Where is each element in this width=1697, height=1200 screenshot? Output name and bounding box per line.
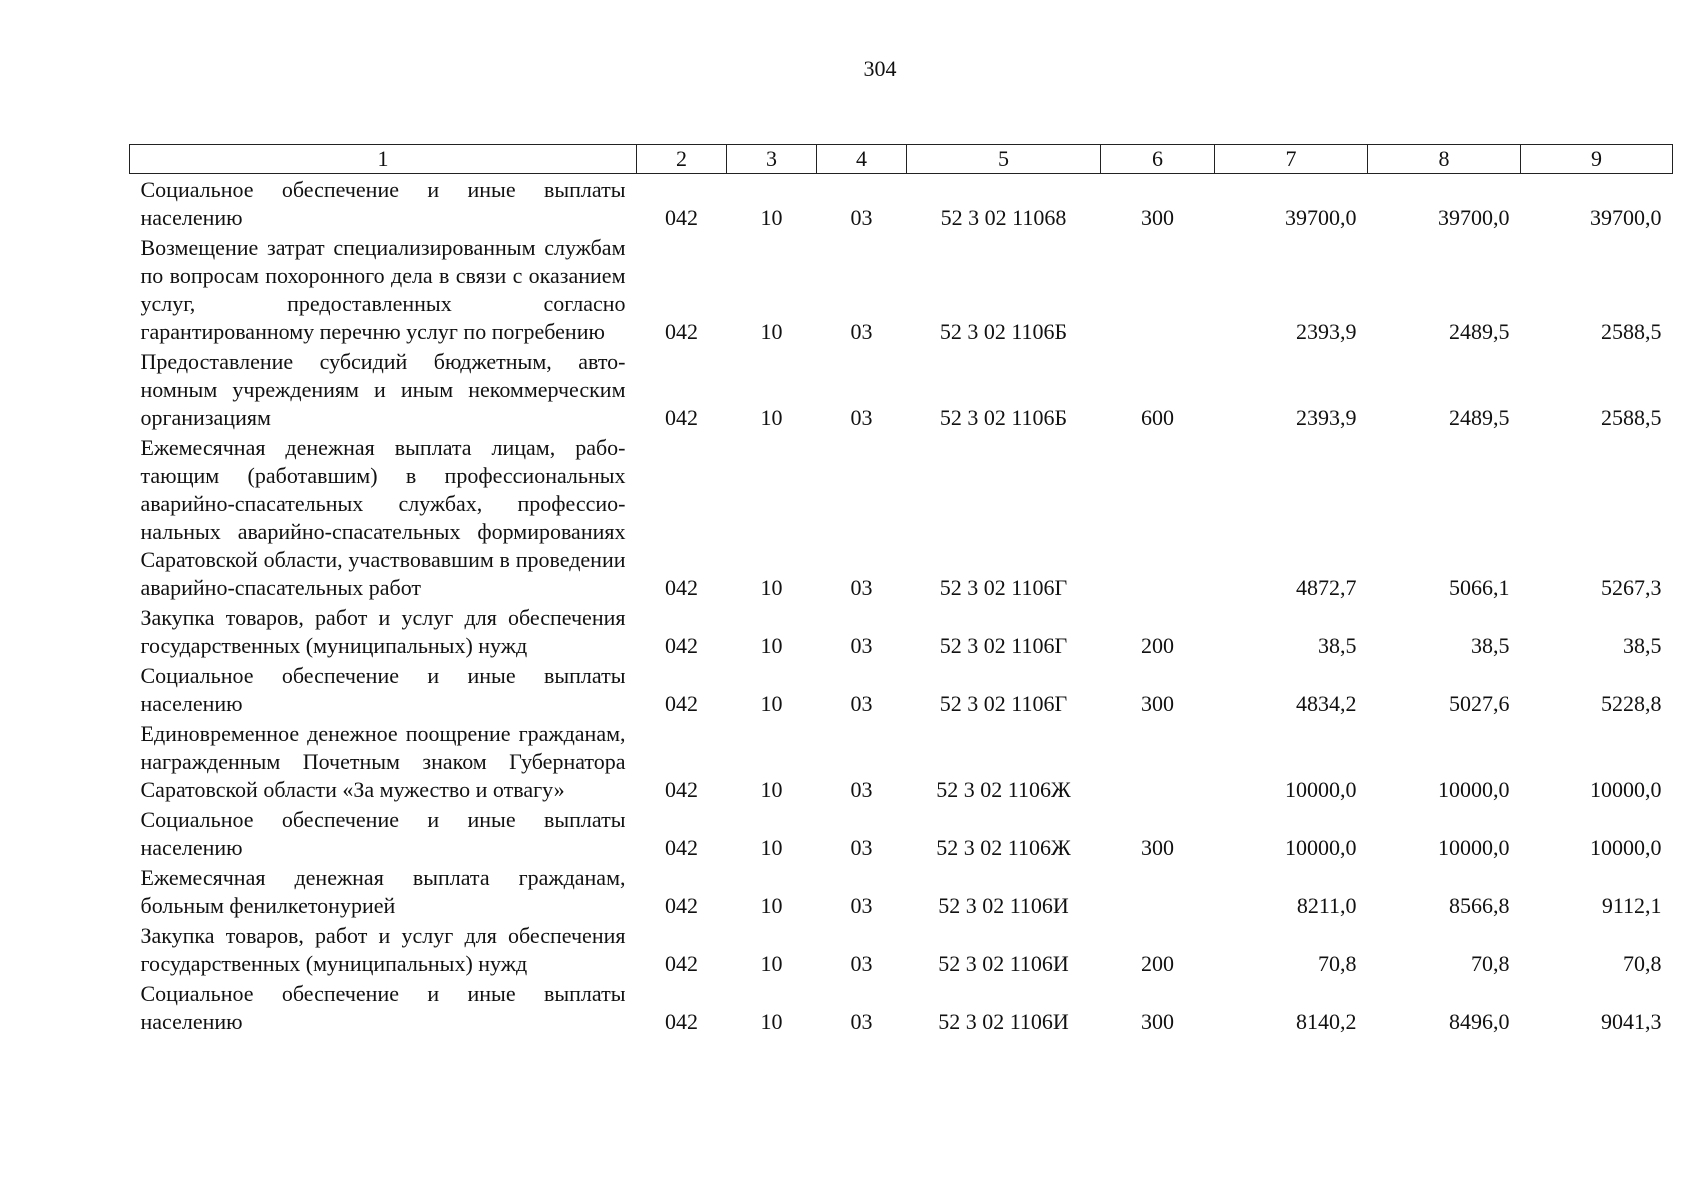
table-row: [130, 660, 1673, 718]
subsection-code-cell: 03: [850, 405, 873, 430]
ministry-code-cell: 042: [665, 691, 698, 716]
amount-cell-year-1: 8140,2: [1296, 1009, 1357, 1034]
row-description: Социальное обеспечение и иные выплаты населению: [140, 177, 626, 230]
table-row: [130, 862, 1673, 920]
row-description: Ежемесячная денежная выплата гражданам, больным фенилкетонурией: [140, 865, 626, 918]
column-header: 2: [637, 145, 727, 174]
column-header: 4: [817, 145, 907, 174]
amount-cell-year-3: 38,5: [1623, 633, 1662, 658]
subsection-code-cell: 03: [850, 835, 873, 860]
page-number: 304: [863, 56, 897, 81]
expense-type-cell: [1101, 232, 1215, 346]
target-article-cell: 52 3 02 1106И: [938, 893, 1069, 918]
expense-type-cell: 200: [1141, 951, 1174, 976]
subsection-code-cell: 03: [850, 205, 873, 230]
amount-cell-year-2: 10000,0: [1438, 835, 1510, 860]
ministry-code-cell: 042: [665, 835, 698, 860]
ministry-code-cell: 042: [665, 575, 698, 600]
target-article-cell: 52 3 02 1106Г: [939, 691, 1068, 716]
row-description: Социальное обеспечение и иные выплаты населению: [140, 663, 626, 716]
row-description: Социальное обеспечение и иные выплаты населению: [140, 981, 626, 1034]
subsection-code-cell: 03: [850, 1009, 873, 1034]
amount-cell-year-2: 10000,0: [1438, 777, 1510, 802]
amount-cell-year-3: 10000,0: [1590, 777, 1662, 802]
row-description: Закупка товаров, работ и услуг для обеспечения государственных (муниципальных) нужд: [140, 605, 626, 658]
table-row: [130, 346, 1673, 432]
amount-cell-year-3: 10000,0: [1590, 835, 1662, 860]
ministry-code-cell: 042: [665, 205, 698, 230]
expense-type-cell: [1101, 718, 1215, 804]
ministry-code-cell: 042: [665, 633, 698, 658]
amount-cell-year-2: 38,5: [1471, 633, 1510, 658]
amount-cell-year-1: 10000,0: [1285, 835, 1357, 860]
expense-type-cell: 300: [1141, 691, 1174, 716]
header-row: [130, 145, 1673, 174]
amount-cell-year-3: 70,8: [1623, 951, 1662, 976]
subsection-code-cell: 03: [850, 633, 873, 658]
amount-cell-year-1: 8211,0: [1296, 893, 1357, 918]
ministry-code-cell: 042: [665, 1009, 698, 1034]
amount-cell-year-3: 2588,5: [1601, 319, 1662, 344]
amount-cell-year-3: 9112,1: [1601, 893, 1662, 918]
section-code-cell: 10: [760, 205, 783, 230]
amount-cell-year-3: 2588,5: [1601, 405, 1662, 430]
table-row: [130, 602, 1673, 660]
target-article-cell: 52 3 02 1106Ж: [936, 777, 1071, 802]
row-description: Предоставление субсидий бюджетным, автономным учреждениям и иным некоммерческим организациям: [140, 349, 626, 430]
target-article-cell: 52 3 02 1106И: [938, 1009, 1069, 1034]
amount-cell-year-2: 8566,8: [1449, 893, 1510, 918]
column-header: 6: [1101, 145, 1215, 174]
expense-type-cell: [1101, 432, 1215, 602]
row-description: Единовременное денежное поощрение гражданам, награжденным Почетным знаком Губернатора Саратовской области «За мужество и отвагу»: [140, 721, 626, 802]
amount-cell-year-1: 4872,7: [1296, 575, 1357, 600]
row-description: Социальное обеспечение и иные выплаты населению: [140, 807, 626, 860]
column-header: 1: [130, 145, 637, 174]
row-description: Возмещение затрат специализированным службам по вопросам похоронного дела в связи с оказанием услуг, предоставленных согласно гарантированному перечню услуг по погребению: [140, 235, 626, 344]
expense-type-cell: 200: [1141, 633, 1174, 658]
table-body: [130, 174, 1673, 1037]
target-article-cell: 52 3 02 1106Б: [939, 319, 1068, 344]
section-code-cell: 10: [760, 835, 783, 860]
table-row: [130, 174, 1673, 233]
table-row: [130, 432, 1673, 602]
amount-cell-year-2: 8496,0: [1449, 1009, 1510, 1034]
target-article-cell: 52 3 02 1106Г: [939, 575, 1068, 600]
column-header: 8: [1368, 145, 1521, 174]
subsection-code-cell: 03: [850, 893, 873, 918]
column-header: 9: [1521, 145, 1673, 174]
section-code-cell: 10: [760, 893, 783, 918]
target-article-cell: 52 3 02 11068: [940, 205, 1067, 230]
amount-cell-year-2: 5066,1: [1449, 575, 1510, 600]
column-header: 7: [1215, 145, 1368, 174]
table-row: [130, 978, 1673, 1036]
amount-cell-year-2: 5027,6: [1449, 691, 1510, 716]
section-code-cell: 10: [760, 319, 783, 344]
row-description: Закупка товаров, работ и услуг для обеспечения государственных (муниципальных) нужд: [140, 923, 626, 976]
amount-cell-year-3: 9041,3: [1601, 1009, 1662, 1034]
ministry-code-cell: 042: [665, 951, 698, 976]
section-code-cell: 10: [760, 575, 783, 600]
table-row: [130, 804, 1673, 862]
section-code-cell: 10: [760, 691, 783, 716]
amount-cell-year-1: 10000,0: [1285, 777, 1357, 802]
table-row: [130, 718, 1673, 804]
expense-type-cell: 300: [1141, 205, 1174, 230]
target-article-cell: 52 3 02 1106И: [938, 951, 1069, 976]
ministry-code-cell: 042: [665, 405, 698, 430]
table-row: [130, 920, 1673, 978]
amount-cell-year-1: 4834,2: [1296, 691, 1357, 716]
amount-cell-year-2: 2489,5: [1449, 319, 1510, 344]
section-code-cell: 10: [760, 951, 783, 976]
column-header: 5: [907, 145, 1101, 174]
amount-cell-year-3: 5267,3: [1601, 575, 1662, 600]
table-row: [130, 232, 1673, 346]
row-description: Ежемесячная денежная выплата лицам, работающим (работавшим) в профессиональных аварийно-спасательных службах, профессиональных аварийно-спасательных формированиях Саратовской области, участвовавшим в проведении аварийно-спасательных работ: [140, 435, 626, 600]
amount-cell-year-1: 70,8: [1318, 951, 1357, 976]
expense-type-cell: [1101, 862, 1215, 920]
amount-cell-year-3: 39700,0: [1590, 205, 1662, 230]
target-article-cell: 52 3 02 1106Г: [939, 633, 1068, 658]
ministry-code-cell: 042: [665, 319, 698, 344]
amount-cell-year-1: 2393,9: [1296, 405, 1357, 430]
amount-cell-year-1: 2393,9: [1296, 319, 1357, 344]
subsection-code-cell: 03: [850, 951, 873, 976]
subsection-code-cell: 03: [850, 691, 873, 716]
expense-type-cell: 300: [1141, 835, 1174, 860]
amount-cell-year-3: 5228,8: [1601, 691, 1662, 716]
amount-cell-year-2: 70,8: [1471, 951, 1510, 976]
section-code-cell: 10: [760, 633, 783, 658]
target-article-cell: 52 3 02 1106Ж: [936, 835, 1071, 860]
amount-cell-year-2: 39700,0: [1438, 205, 1510, 230]
section-code-cell: 10: [760, 1009, 783, 1034]
amount-cell-year-1: 39700,0: [1285, 205, 1357, 230]
subsection-code-cell: 03: [850, 319, 873, 344]
column-header: 3: [727, 145, 817, 174]
expense-type-cell: 600: [1141, 405, 1174, 430]
subsection-code-cell: 03: [850, 777, 873, 802]
subsection-code-cell: 03: [850, 575, 873, 600]
section-code-cell: 10: [760, 777, 783, 802]
amount-cell-year-2: 2489,5: [1449, 405, 1510, 430]
amount-cell-year-1: 38,5: [1318, 633, 1357, 658]
ministry-code-cell: 042: [665, 777, 698, 802]
budget-table: [129, 144, 1673, 1036]
target-article-cell: 52 3 02 1106Б: [939, 405, 1068, 430]
section-code-cell: 10: [760, 405, 783, 430]
ministry-code-cell: 042: [665, 893, 698, 918]
expense-type-cell: 300: [1141, 1009, 1174, 1034]
